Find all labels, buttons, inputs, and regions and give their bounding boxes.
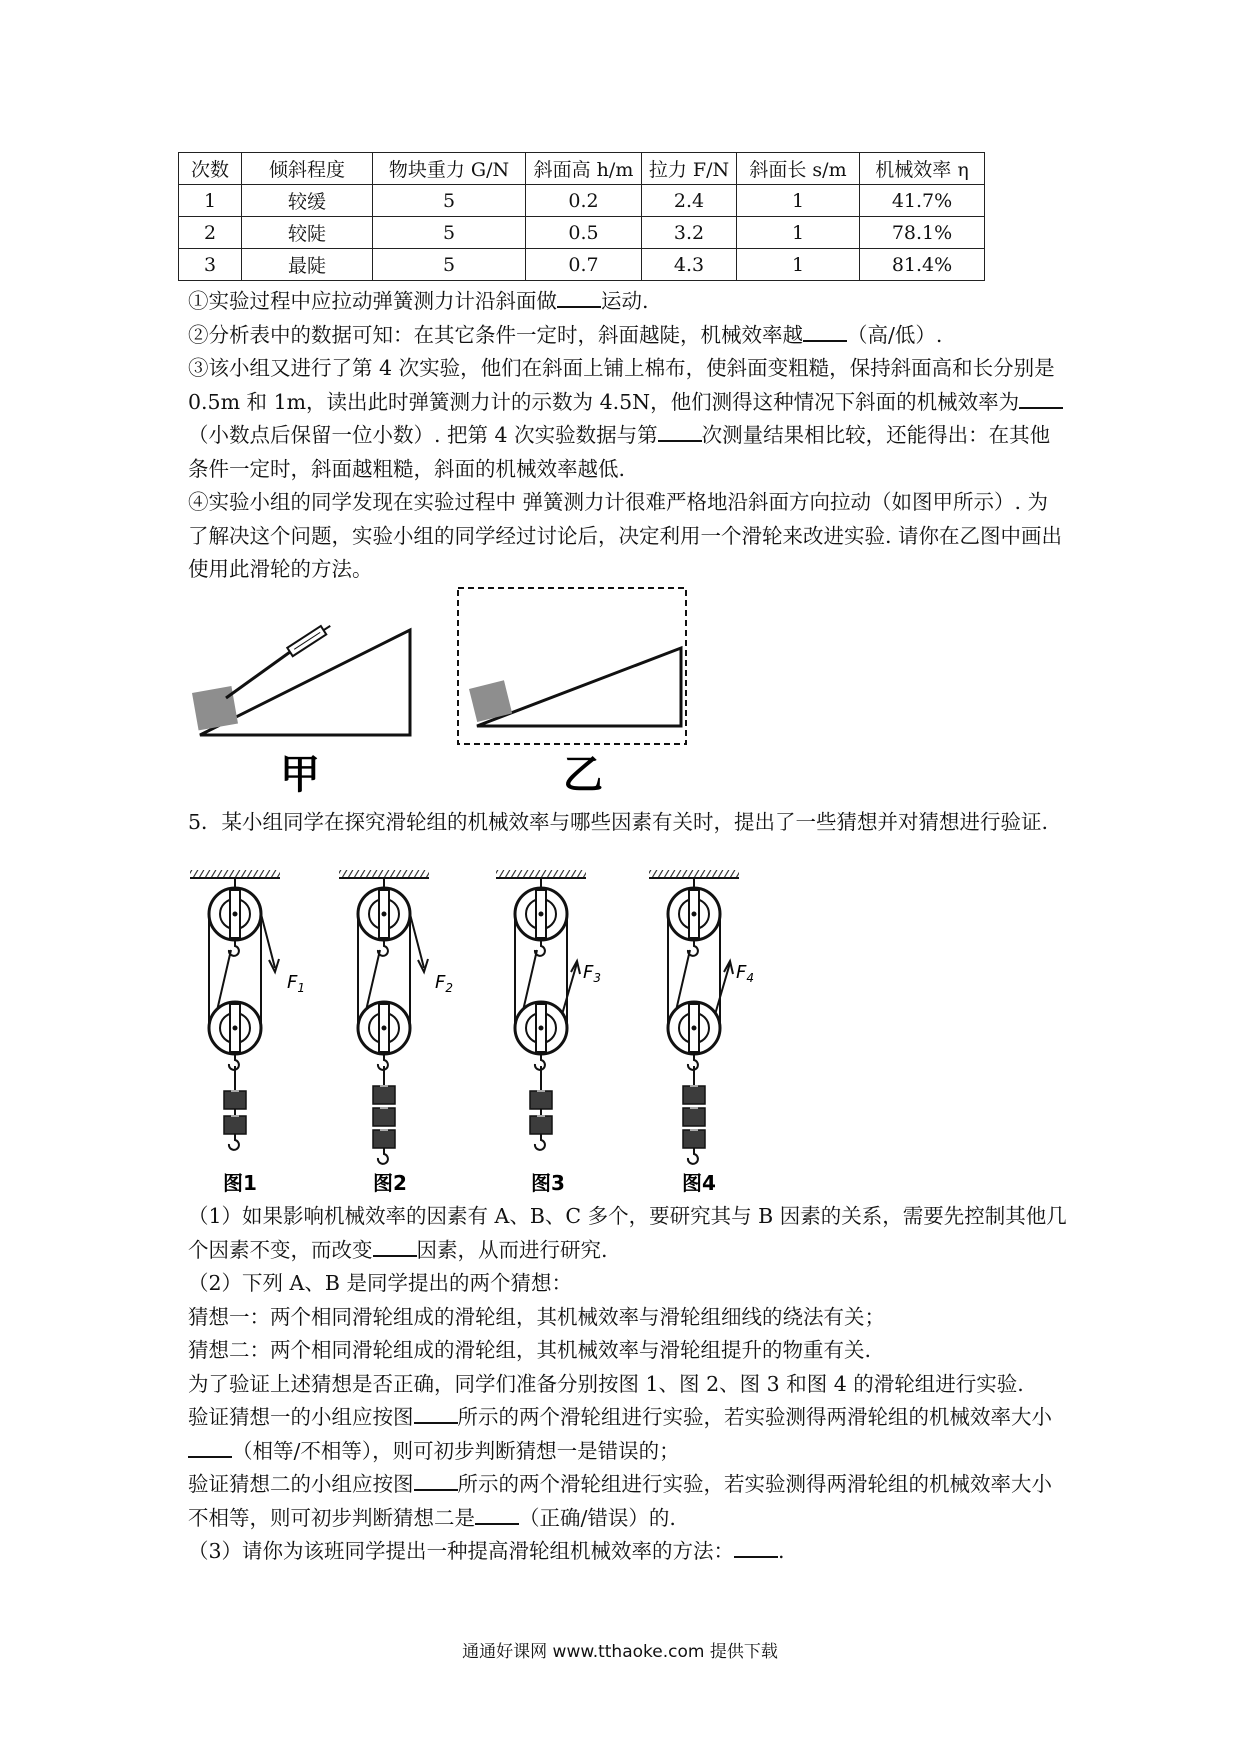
- pulley-system-3: [496, 870, 586, 1150]
- table-cell: 81.4%: [860, 249, 985, 281]
- label-yi: 乙: [563, 752, 603, 798]
- force-label-3: $F_3$: [583, 962, 601, 985]
- table-row: [179, 249, 985, 281]
- caption-fig4: 图4: [682, 1171, 716, 1195]
- answer-blank[interactable]: [1019, 389, 1063, 409]
- table-header: 斜面长 s/m: [737, 153, 860, 185]
- table-header: 物块重力 G/N: [373, 153, 526, 185]
- answer-blank[interactable]: [188, 1438, 232, 1458]
- q4-item2: ②分析表中的数据可知：在其它条件一定时，斜面越陡，机械效率越 （高/低）.: [188, 322, 943, 347]
- answer-blank[interactable]: [658, 422, 702, 442]
- answer-blank[interactable]: [373, 1237, 417, 1257]
- pulley-system-2: [339, 870, 429, 1164]
- page-footer: 通通好课网 www.tthaoke.com 提供下载: [462, 1642, 778, 1662]
- table-cell: 3.2: [642, 217, 737, 249]
- table-cell: 1: [179, 185, 242, 217]
- table-cell: 1: [737, 249, 860, 281]
- table-row: [179, 185, 985, 217]
- table-cell: 2: [179, 217, 242, 249]
- q4-item4: ④实验小组的同学发现在实验过程中 弹簧测力计很难严格地沿斜面方向拉动（如图甲所示）. 为了解决这个问题，实验小组的同学经过讨论后，决定利用一个滑轮来改进实验. 请你在乙图中画出使用此滑轮的方法。: [188, 490, 1063, 581]
- table-header: 机械效率 η: [860, 153, 985, 185]
- table-cell: 5: [373, 185, 526, 217]
- q5-intro: 5．某小组同学在探究滑轮组的机械效率与哪些因素有关时，提出了一些猜想并对猜想进行验证.: [188, 810, 1049, 834]
- q4-text: [188, 285, 1068, 587]
- table-cell: 最陡: [242, 249, 373, 281]
- table-cell: 5: [373, 217, 526, 249]
- answer-blank[interactable]: [414, 1471, 458, 1491]
- table-cell: 0.5: [526, 217, 642, 249]
- q5-verify2: 验证猜想二的小组应按图 所示的两个滑轮组进行实验，若实验测得两滑轮组的机械效率大小不相等，则可初步判断猜想二是 （正确/错误）的.: [188, 1472, 1052, 1530]
- force-label-4: $F_4$: [736, 962, 754, 985]
- answer-blank[interactable]: [557, 288, 601, 308]
- table-cell: 78.1%: [860, 217, 985, 249]
- answer-blank[interactable]: [734, 1538, 778, 1558]
- pulley-figures: [0, 868, 1240, 1208]
- table-cell: 较陡: [242, 217, 373, 249]
- q5-part1: （1）如果影响机械效率的因素有 A、B、C 多个，要研究其与 B 因素的关系，需要先控制其他几个因素不变，而改变 因素，从而进行研究.: [188, 1204, 1067, 1262]
- q5-plan: 为了验证上述猜想是否正确，同学们准备分别按图 1、图 2、图 3 和图 4 的滑轮组进行实验.: [188, 1371, 1024, 1396]
- table-cell: 0.7: [526, 249, 642, 281]
- q5-part2: （2）下列 A、B 是同学提出的两个猜想：: [188, 1271, 572, 1295]
- table-cell: 0.2: [526, 185, 642, 217]
- table-header: 倾斜程度: [242, 153, 373, 185]
- q5-part3: （3）请你为该班同学提出一种提高滑轮组机械效率的方法： .: [188, 1539, 785, 1563]
- figure-yi: [458, 588, 686, 798]
- pulley-system-4: [649, 870, 739, 1164]
- table-header: 拉力 F/N: [642, 153, 737, 185]
- experiment-table: [178, 152, 985, 281]
- caption-fig3: 图3: [531, 1171, 565, 1195]
- force-label-2: $F_2$: [435, 972, 453, 995]
- table-header: 次数: [179, 153, 242, 185]
- force-label-1: $F_1$: [287, 972, 305, 995]
- q4-item3: ③该小组又进行了第 4 次实验，他们在斜面上铺上棉布，使斜面变粗糙，保持斜面高和长分别是 0.5m 和 1m，读出此时弹簧测力计的示数为 4.5N，他们测得这种情况下斜面的机械效率为（小数点后保留一位小数）. 把第 4 次实验数据与第 次测量结果相比较，还能得出：在其他条件一定时，斜面越粗糙，斜面的机械效率越低.: [188, 352, 1068, 486]
- table-header-row: [179, 153, 985, 185]
- table-cell: 41.7%: [860, 185, 985, 217]
- table-cell: 1: [737, 217, 860, 249]
- table-header: 斜面高 h/m: [526, 153, 642, 185]
- caption-fig2: 图2: [373, 1171, 407, 1195]
- spring-scale: [287, 622, 333, 657]
- figure-jia: [192, 622, 410, 798]
- table-cell: 4.3: [642, 249, 737, 281]
- incline-figures: [0, 580, 1240, 800]
- q5-text: [188, 1200, 1068, 1569]
- table-cell: 2.4: [642, 185, 737, 217]
- table-cell: 1: [737, 185, 860, 217]
- label-jia: 甲: [280, 752, 320, 798]
- answer-blank[interactable]: [414, 1404, 458, 1424]
- q5-guess1: 猜想一：两个相同滑轮组成的滑轮组，其机械效率与滑轮组细线的绕法有关；: [188, 1304, 885, 1329]
- q4-item1: ①实验过程中应拉动弹簧测力计沿斜面做 运动.: [188, 289, 649, 313]
- table-cell: 较缓: [242, 185, 373, 217]
- table-cell: 3: [179, 249, 242, 281]
- table-row: [179, 217, 985, 249]
- answer-blank[interactable]: [475, 1505, 519, 1525]
- q5-guess2: 猜想二：两个相同滑轮组成的滑轮组，其机械效率与滑轮组提升的物重有关.: [188, 1338, 872, 1362]
- pulley-system-1: [190, 870, 280, 1150]
- q5-verify1: 验证猜想一的小组应按图 所示的两个滑轮组进行实验，若实验测得两滑轮组的机械效率大小（相等/不相等），则可初步判断猜想一是错误的；: [188, 1405, 1052, 1463]
- caption-fig1: 图1: [223, 1171, 257, 1195]
- table-cell: 5: [373, 249, 526, 281]
- answer-blank[interactable]: [803, 322, 847, 342]
- string: [226, 652, 290, 698]
